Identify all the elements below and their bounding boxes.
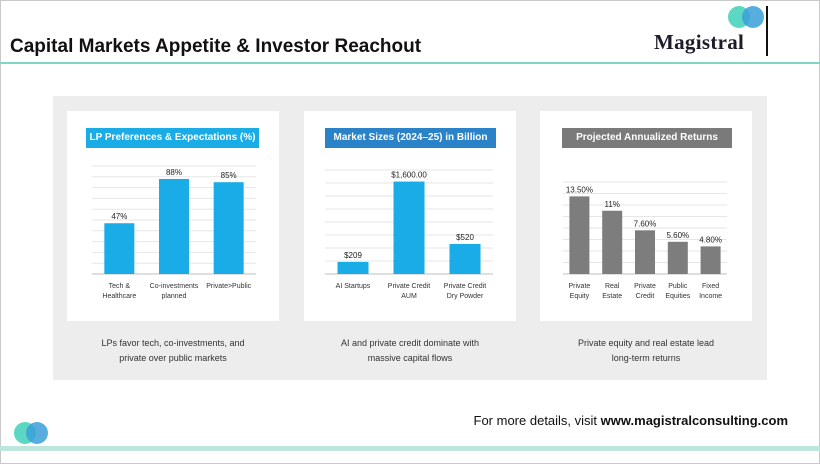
logo-divider <box>766 6 768 56</box>
caption-returns-line-2: long-term returns <box>611 353 681 363</box>
bar <box>602 211 622 274</box>
category-label: Co-investments <box>149 283 199 290</box>
card-header-lp-preferences: LP Preferences & Expectations (%) <box>86 128 259 148</box>
page-title: Capital Markets Appetite & Investor Reachout <box>10 36 422 57</box>
caption-market-sizes <box>295 336 525 366</box>
data-label: 5.60% <box>666 230 690 240</box>
data-label: $1,600.00 <box>391 170 427 180</box>
chart-lp-preferences <box>80 160 270 310</box>
logo-circle-blue <box>742 6 764 28</box>
caption-market-line-2: massive capital flows <box>367 353 453 363</box>
category-label: Equity <box>569 293 590 300</box>
category-label: Income <box>699 293 723 300</box>
bar <box>394 182 425 274</box>
bar <box>159 179 189 274</box>
category-label: Private <box>634 283 656 290</box>
footer-text <box>474 413 788 428</box>
data-label: 11% <box>604 199 620 209</box>
data-label: 7.60% <box>633 219 657 229</box>
category-label: Public <box>668 283 688 290</box>
data-label: 13.50% <box>565 185 593 195</box>
category-label: Real <box>604 283 620 290</box>
category-label: Credit <box>635 293 655 300</box>
data-label: 47% <box>111 212 128 222</box>
category-label: AUM <box>401 293 417 300</box>
data-label: $520 <box>456 232 474 242</box>
caption-lp-line-1: LPs favor tech, co-investments, and <box>101 338 245 348</box>
category-label: Private Credit <box>387 283 431 290</box>
category-label: Private>Public <box>206 283 252 290</box>
category-label: Healthcare <box>102 293 137 300</box>
category-label: Fixed <box>702 283 720 290</box>
caption-returns-line-1: Private equity and real estate lead <box>577 338 715 348</box>
chart-projected-returns <box>555 160 735 310</box>
category-label: Equities <box>665 293 691 300</box>
bar <box>338 262 369 274</box>
bar <box>701 246 721 274</box>
category-label: Estate <box>602 293 623 300</box>
caption-market-line-1: AI and private credit dominate with <box>340 338 480 348</box>
category-label: AI Startups <box>335 283 371 290</box>
footer-prefix: For more details, visit <box>473 413 601 428</box>
caption-lp-preferences <box>58 336 288 366</box>
data-label: 4.80% <box>699 235 722 245</box>
bar <box>668 242 688 274</box>
card-header-market-sizes: Market Sizes (2024–25) in Billion <box>325 128 496 148</box>
chart-market-sizes <box>315 160 505 310</box>
category-label: Private <box>568 283 591 290</box>
bar <box>635 230 655 274</box>
caption-projected-returns <box>531 336 761 366</box>
bar <box>450 244 481 274</box>
bottom-accent-bar <box>0 446 820 451</box>
bar <box>104 223 134 274</box>
bar <box>569 196 589 274</box>
category-label: Private Credit <box>443 283 487 290</box>
category-label: Tech & <box>108 283 131 290</box>
category-label: Dry Powder <box>446 293 484 300</box>
caption-lp-line-2: private over public markets <box>119 353 227 363</box>
title-underline <box>0 62 820 64</box>
card-header-projected-returns: Projected Annualized Returns <box>562 128 732 148</box>
footer-link[interactable]: www.magistralconsulting.com <box>600 413 788 428</box>
logo-text: Magistral <box>654 30 745 54</box>
footer-circle-blue <box>26 422 48 444</box>
data-label: 85% <box>220 171 237 181</box>
data-label: 88% <box>165 167 183 177</box>
bar <box>214 182 244 274</box>
data-label: $209 <box>344 250 362 260</box>
category-label: planned <box>161 293 187 300</box>
